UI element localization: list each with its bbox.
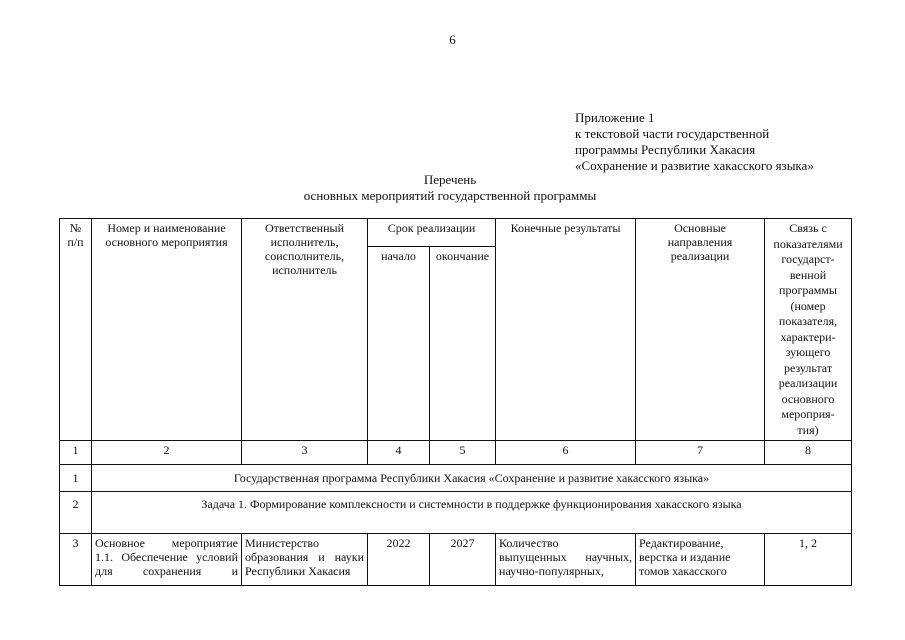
- appendix-line: «Сохранение и развитие хакасского языка»: [575, 158, 814, 173]
- table-row: [60, 534, 852, 586]
- program-title: Государственная программа Республики Хакасия «Сохранение и развитие хакасского языка»: [92, 465, 852, 492]
- cell-line: выпущенных научных,: [499, 550, 633, 564]
- header-text: венной: [789, 267, 827, 282]
- header-text: исполнитель: [272, 263, 337, 277]
- header-directions: [636, 219, 765, 441]
- heading-line: Перечень: [423, 172, 477, 187]
- table-row: [60, 492, 852, 534]
- header-text: Срок реализации: [387, 221, 476, 235]
- cell-line: для сохранения и: [95, 564, 238, 578]
- cell-line: верстка и издание: [639, 550, 731, 564]
- header-text: №: [69, 221, 82, 235]
- column-number: 1: [60, 441, 92, 465]
- appendix-line: программы Республики Хакасия: [575, 142, 756, 157]
- header-text: тия): [797, 422, 819, 437]
- cell-line: Министерство: [245, 536, 319, 550]
- responsible-executor: [242, 534, 368, 586]
- column-number: 7: [636, 441, 765, 465]
- row-number: 1: [60, 465, 92, 492]
- row-number: 3: [60, 534, 92, 586]
- header-no: [60, 219, 92, 441]
- header-text: государст-: [781, 252, 835, 266]
- cell-line: научно-популярных,: [499, 564, 604, 578]
- header-text: основного: [781, 391, 835, 406]
- header-text: показателями: [773, 236, 843, 251]
- column-number-row: [60, 441, 852, 465]
- cell-line: образования и науки: [245, 550, 364, 564]
- column-number: 3: [242, 441, 368, 465]
- header-text: соисполнитель,: [264, 249, 345, 263]
- header-text: направления: [667, 235, 733, 249]
- header-text: исполнитель,: [270, 235, 339, 249]
- header-text: показателя,: [778, 314, 838, 328]
- task-title: Задача 1. Формирование комплексности и системности в поддержке функционирования хакасского языка: [92, 492, 852, 534]
- activities-table: [59, 218, 852, 586]
- cell-line: Количество: [499, 536, 559, 550]
- header-text: основного мероприятия: [105, 235, 228, 249]
- header-text: начало: [381, 249, 416, 264]
- main-directions: [636, 534, 765, 586]
- activity-name: [92, 534, 242, 586]
- header-responsible: [242, 219, 368, 441]
- header-text: Конечные результаты: [510, 221, 621, 235]
- column-number: 4: [368, 441, 430, 465]
- header-end: [430, 247, 496, 441]
- header-start: [368, 247, 430, 441]
- header-text: Ответственный: [264, 221, 345, 235]
- header-period: [368, 219, 496, 247]
- cell-line: Основное мероприятие: [95, 536, 238, 550]
- column-number: 5: [430, 441, 496, 465]
- cell-line: 1.1. Обеспечение условий: [95, 550, 238, 564]
- header-text: п/п: [67, 235, 84, 249]
- header-text: Основные: [674, 221, 726, 235]
- column-number: 2: [92, 441, 242, 465]
- column-number: 8: [765, 441, 852, 465]
- header-text: окончание: [435, 249, 490, 264]
- table-row: [60, 465, 852, 492]
- cell-line: Редактирование,: [639, 536, 724, 550]
- final-results: [496, 534, 636, 586]
- appendix-note: [575, 110, 814, 174]
- heading-line: основных мероприятий государственной программы: [303, 188, 597, 203]
- start-year: 2022: [368, 534, 430, 586]
- appendix-line: к текстовой части государственной: [575, 126, 770, 141]
- row-number: 2: [60, 492, 92, 534]
- column-number: 6: [496, 441, 636, 465]
- indicator-link: 1, 2: [765, 534, 852, 586]
- header-text: зующего: [785, 345, 831, 359]
- header-results: [496, 219, 636, 441]
- page-number: 6: [449, 32, 456, 47]
- cell-line: Республики Хакасия: [245, 564, 351, 578]
- header-text: Связь с: [789, 221, 827, 235]
- header-text: (номер: [790, 298, 826, 313]
- header-text: реализации: [778, 376, 838, 390]
- document-heading: [0, 172, 900, 204]
- appendix-line: Приложение 1: [575, 110, 655, 125]
- header-row: [60, 219, 852, 247]
- header-text: программы: [779, 283, 837, 297]
- end-year: 2027: [430, 534, 496, 586]
- cell-line: томов хакасского: [639, 564, 727, 578]
- header-link: [765, 219, 852, 441]
- header-text: Номер и наименование: [107, 221, 226, 235]
- header-text: результат: [783, 360, 833, 375]
- header-text: мероприя-: [781, 407, 835, 421]
- header-text: реализации: [670, 249, 730, 263]
- header-text: характери-: [780, 329, 836, 344]
- header-name: [92, 219, 242, 441]
